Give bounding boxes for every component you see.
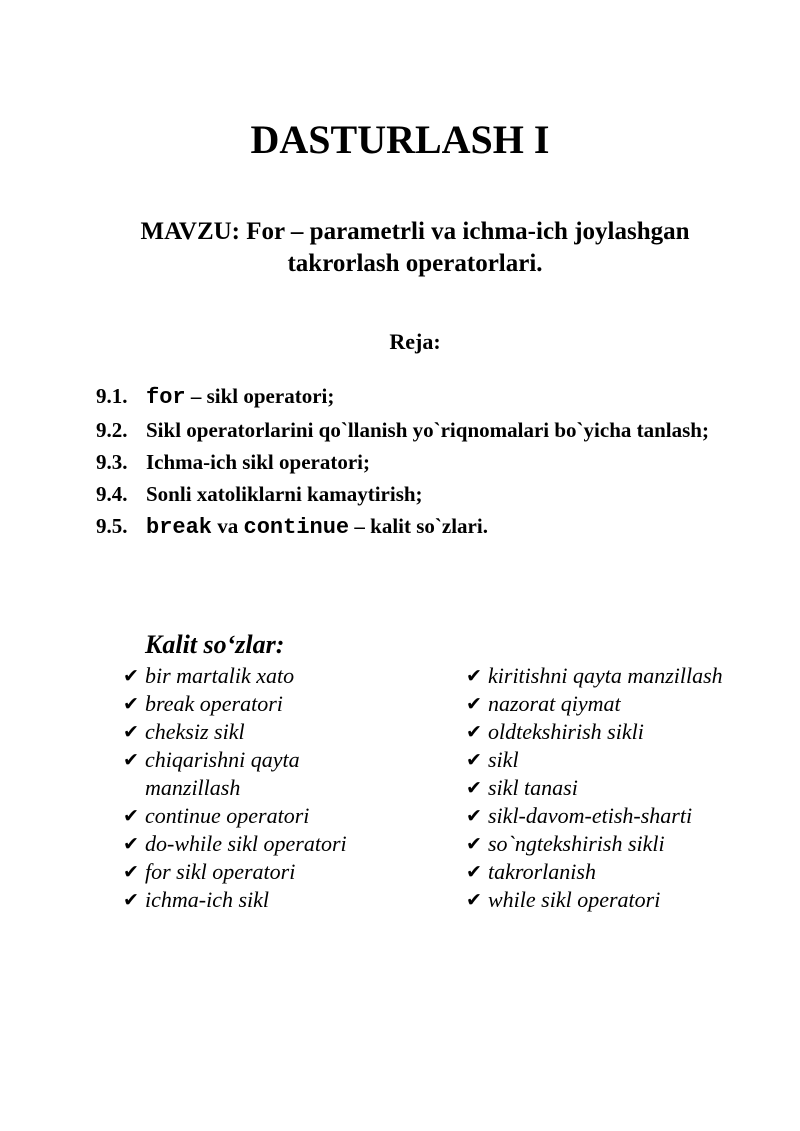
keyword-item	[466, 858, 736, 886]
keyword-text: nazorat qiymat	[488, 691, 621, 716]
checkmark-icon: ✔	[123, 665, 139, 687]
keyword-item	[123, 802, 393, 830]
keyword-text: continue operatori	[145, 803, 310, 828]
checkmark-icon: ✔	[466, 721, 482, 743]
keyword-text: cheksiz sikl	[145, 719, 245, 744]
keywords-heading: Kalit so‘zlar:	[145, 630, 285, 659]
keyword-item	[466, 830, 736, 858]
plan-item-number: 9.4.	[96, 482, 128, 506]
keyword-item	[466, 774, 736, 802]
checkmark-icon: ✔	[123, 861, 139, 883]
checkmark-icon: ✔	[466, 777, 482, 799]
checkmark-icon: ✔	[466, 665, 482, 687]
keyword-item	[123, 886, 393, 914]
keyword-item	[466, 746, 736, 774]
keyword-item	[123, 830, 393, 858]
keyword-text: for sikl operatori	[145, 859, 296, 884]
checkmark-icon: ✔	[466, 693, 482, 715]
keyword-item	[466, 802, 736, 830]
keyword-text: oldtekshirish sikli	[488, 719, 644, 744]
keyword-item	[123, 746, 393, 802]
keyword-item	[466, 718, 736, 746]
code-keyword: for	[146, 385, 186, 410]
plan-item	[96, 414, 736, 446]
keyword-item	[466, 662, 736, 690]
plan-item	[96, 478, 736, 510]
keyword-text: kiritishni qayta manzillash	[488, 663, 723, 688]
keyword-text: break operatori	[145, 691, 283, 716]
code-keyword: break	[146, 515, 213, 540]
keyword-text: bir martalik xato	[145, 663, 295, 688]
keyword-text: while sikl operatori	[488, 887, 661, 912]
checkmark-icon: ✔	[123, 693, 139, 715]
checkmark-icon: ✔	[123, 749, 139, 771]
checkmark-icon: ✔	[466, 805, 482, 827]
topic-heading: MAVZU: For – parametrli va ichma-ich joylashgan takrorlash operatorlari.	[140, 218, 690, 277]
keyword-item	[123, 858, 393, 886]
document-title: DASTURLASH I	[250, 117, 550, 162]
keyword-item	[123, 662, 393, 690]
checkmark-icon: ✔	[466, 889, 482, 911]
checkmark-icon: ✔	[123, 833, 139, 855]
checkmark-icon: ✔	[466, 861, 482, 883]
checkmark-icon: ✔	[466, 749, 482, 771]
checkmark-icon: ✔	[123, 805, 139, 827]
keyword-text: sikl tanasi	[488, 775, 578, 800]
plan-heading: Reja:	[389, 329, 441, 354]
plan-item	[96, 380, 736, 414]
keyword-text: takrorlanish	[488, 859, 596, 884]
plan-item-number: 9.5.	[96, 514, 128, 538]
keyword-text: sikl	[488, 747, 519, 772]
keyword-item	[466, 690, 736, 718]
plan-item	[96, 446, 736, 478]
plan-item-number: 9.3.	[96, 450, 128, 474]
plan-item-text: Sikl operatorlarini qo`llanish yo`riqnomalari bo`yicha tanlash;	[146, 418, 709, 442]
keyword-item	[123, 718, 393, 746]
plan-item-text: Sonli xatoliklarni kamaytirish;	[146, 482, 423, 506]
keywords-list-left	[123, 662, 393, 914]
keyword-item	[466, 886, 736, 914]
checkmark-icon: ✔	[123, 889, 139, 911]
checkmark-icon: ✔	[466, 833, 482, 855]
keyword-text: chiqarishni qayta manzillash	[145, 747, 300, 800]
checkmark-icon: ✔	[123, 721, 139, 743]
keyword-item	[123, 690, 393, 718]
plan-item-text: – sikl operatori;	[185, 384, 335, 408]
plan-item-text: va	[212, 514, 244, 538]
keyword-text: so`ngtekshirish sikli	[488, 831, 665, 856]
keyword-text: sikl-davom-etish-sharti	[488, 803, 693, 828]
keyword-text: ichma-ich sikl	[145, 887, 270, 912]
plan-item-number: 9.2.	[96, 418, 128, 442]
plan-item-number: 9.1.	[96, 384, 128, 408]
code-keyword: continue	[243, 515, 350, 540]
plan-item-text: Ichma-ich sikl operatori;	[146, 450, 370, 474]
plan-item	[96, 510, 736, 544]
keyword-text: do-while sikl operatori	[145, 831, 347, 856]
keywords-list-right	[466, 662, 736, 914]
plan-list	[96, 380, 736, 544]
plan-item-text: – kalit so`zlari.	[349, 514, 488, 538]
